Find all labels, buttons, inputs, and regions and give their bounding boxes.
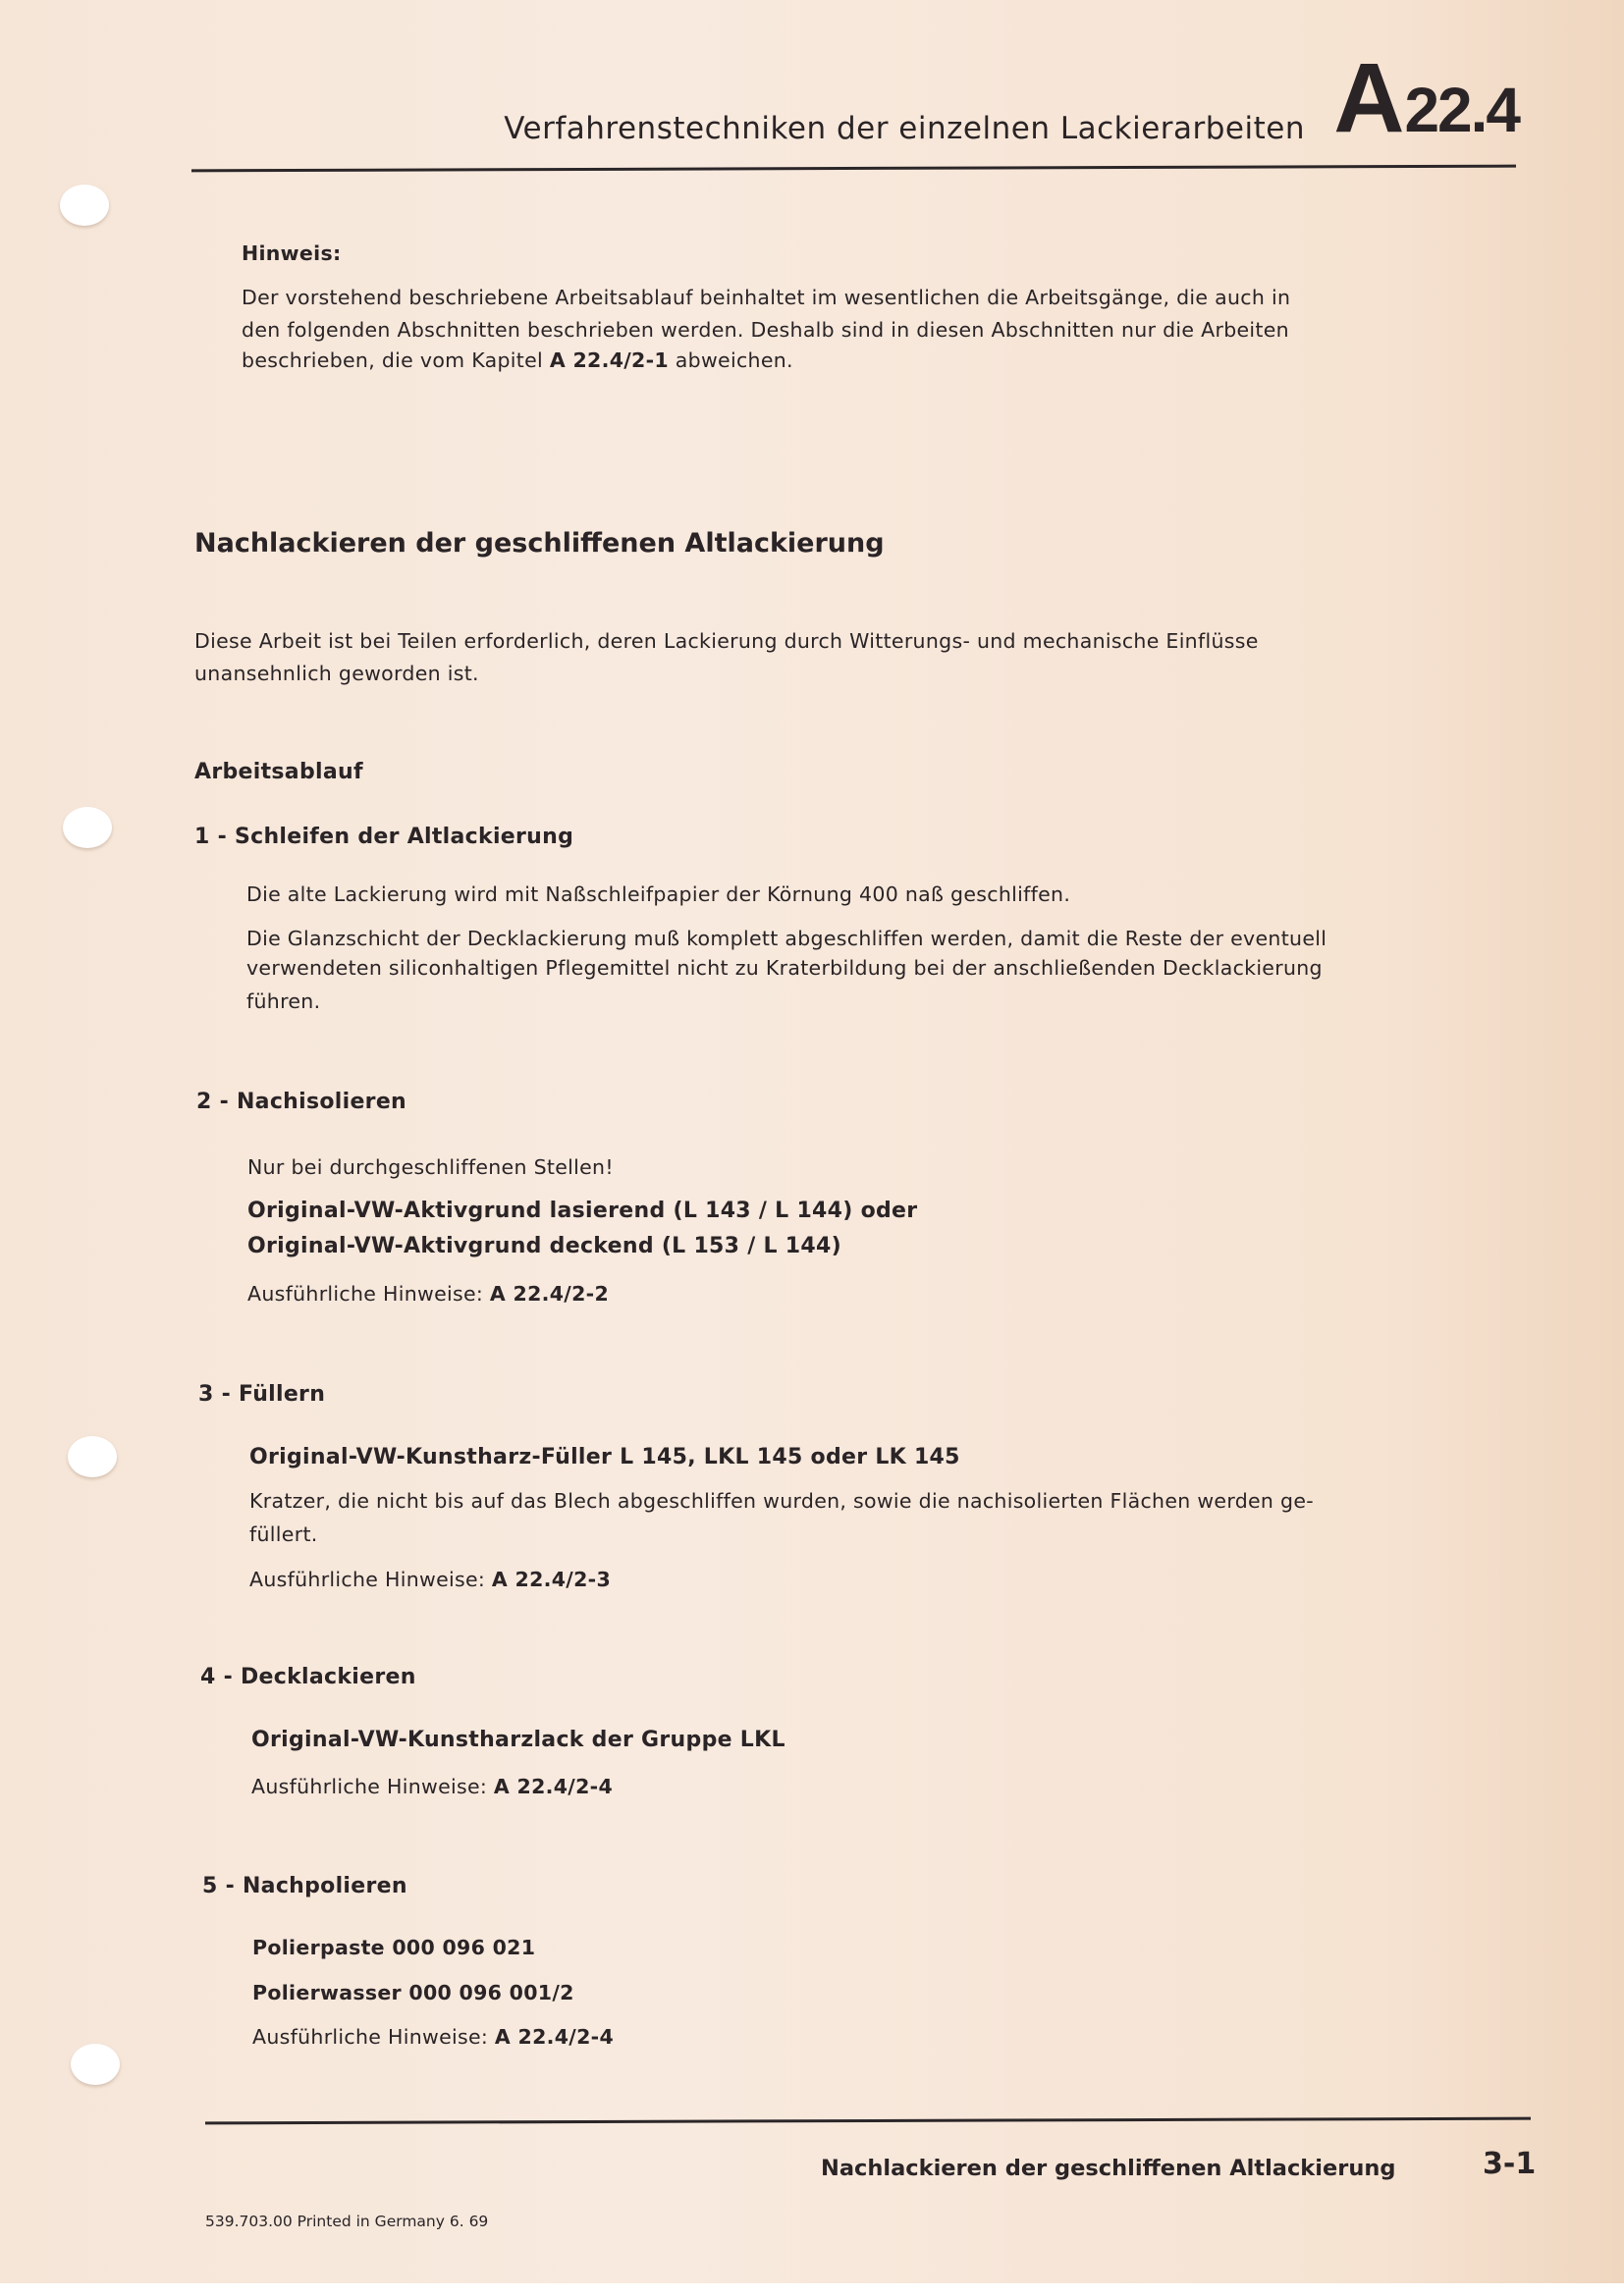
step-note: Nur bei durchgeschliffenen Stellen! — [247, 1155, 614, 1179]
step-material: Polierwasser 000 096 001/2 — [252, 1981, 574, 2004]
step-text: Die alte Lackierung wird mit Naßschleifpapier der Körnung 400 naß geschliffen. — [246, 882, 1071, 906]
hinweis-line: den folgenden Abschnitten beschrieben werden. Deshalb sind in diesen Abschnitten nur die Arbeiten — [242, 318, 1289, 342]
hinweis-line: Der vorstehend beschriebene Arbeitsablauf beinhaltet im wesentlichen die Arbeitsgänge, die auch in — [242, 286, 1291, 309]
step-reference — [249, 1570, 611, 1590]
header-rule — [191, 165, 1516, 173]
section-title: Nachlackieren der geschliffenen Altlackierung — [194, 528, 885, 559]
reference-label: Ausführliche Hinweise: — [247, 1282, 490, 1306]
punch-hole — [63, 807, 112, 848]
step-title: 1 - Schleifen der Altlackierung — [194, 825, 574, 849]
step-text: Kratzer, die nicht bis auf das Blech abgeschliffen wurden, sowie die nachisolierten Flächen werden ge- — [249, 1489, 1314, 1513]
step-text: füllert. — [249, 1522, 318, 1546]
footer-rule — [205, 2117, 1531, 2125]
intro-line: unansehnlich geworden ist. — [194, 662, 479, 685]
intro-line: Diese Arbeit ist bei Teilen erforderlich, deren Lackierung durch Witterungs- und mechanische Einflüsse — [194, 629, 1259, 653]
step-reference — [251, 1777, 613, 1797]
procedure-label: Arbeitsablauf — [194, 760, 363, 784]
punch-hole — [68, 1436, 117, 1477]
punch-hole — [60, 185, 109, 226]
chapter-number: 22.4 — [1404, 75, 1519, 145]
text: beschrieben, die vom Kapitel — [242, 348, 550, 372]
chapter-code — [1333, 43, 1519, 153]
step-material: Original-VW-Kunstharz-Füller L 145, LKL 145 oder LK 145 — [249, 1445, 960, 1469]
hinweis-label: Hinweis: — [242, 241, 342, 265]
reference-code: A 22.4/2-4 — [493, 1775, 614, 1798]
step-material: Original-VW-Aktivgrund deckend (L 153 / L 144) — [247, 1234, 841, 1258]
reference-label: Ausführliche Hinweise: — [252, 2025, 495, 2049]
reference-code: A 22.4/2-3 — [491, 1568, 612, 1591]
step-reference — [247, 1284, 609, 1305]
hinweis-line — [242, 350, 793, 371]
chapter-reference: A 22.4/2-1 — [549, 348, 669, 372]
step-text: Die Glanzschicht der Decklackierung muß komplett abgeschliffen werden, damit die Reste der eventuell — [246, 927, 1327, 950]
footer-title: Nachlackieren der geschliffenen Altlackierung — [821, 2156, 1396, 2181]
chapter-letter: A — [1333, 43, 1405, 153]
reference-code: A 22.4/2-4 — [494, 2025, 615, 2049]
page-number: 3-1 — [1483, 2147, 1537, 2181]
step-title: 2 - Nachisolieren — [196, 1090, 407, 1114]
step-title: 4 - Decklackieren — [200, 1665, 416, 1689]
step-text: führen. — [246, 989, 321, 1013]
punch-hole — [71, 2044, 120, 2085]
reference-label: Ausführliche Hinweise: — [251, 1775, 494, 1798]
reference-code: A 22.4/2-2 — [489, 1282, 610, 1306]
step-material: Original-VW-Aktivgrund lasierend (L 143 / L 144) oder — [247, 1199, 918, 1223]
print-info: 539.703.00 Printed in Germany 6. 69 — [205, 2213, 489, 2230]
step-title: 5 - Nachpolieren — [202, 1874, 407, 1898]
step-text: verwendeten siliconhaltigen Pflegemittel nicht zu Kraterbildung bei der anschließenden Decklackierung — [246, 956, 1323, 980]
reference-label: Ausführliche Hinweise: — [249, 1568, 492, 1591]
step-reference — [252, 2027, 614, 2048]
step-title: 3 - Füllern — [198, 1382, 326, 1407]
step-material: Original-VW-Kunstharzlack der Gruppe LKL — [251, 1728, 785, 1752]
header-title: Verfahrenstechniken der einzelnen Lackierarbeiten — [504, 111, 1305, 146]
text: abweichen. — [668, 348, 793, 372]
step-material: Polierpaste 000 096 021 — [252, 1936, 536, 1959]
